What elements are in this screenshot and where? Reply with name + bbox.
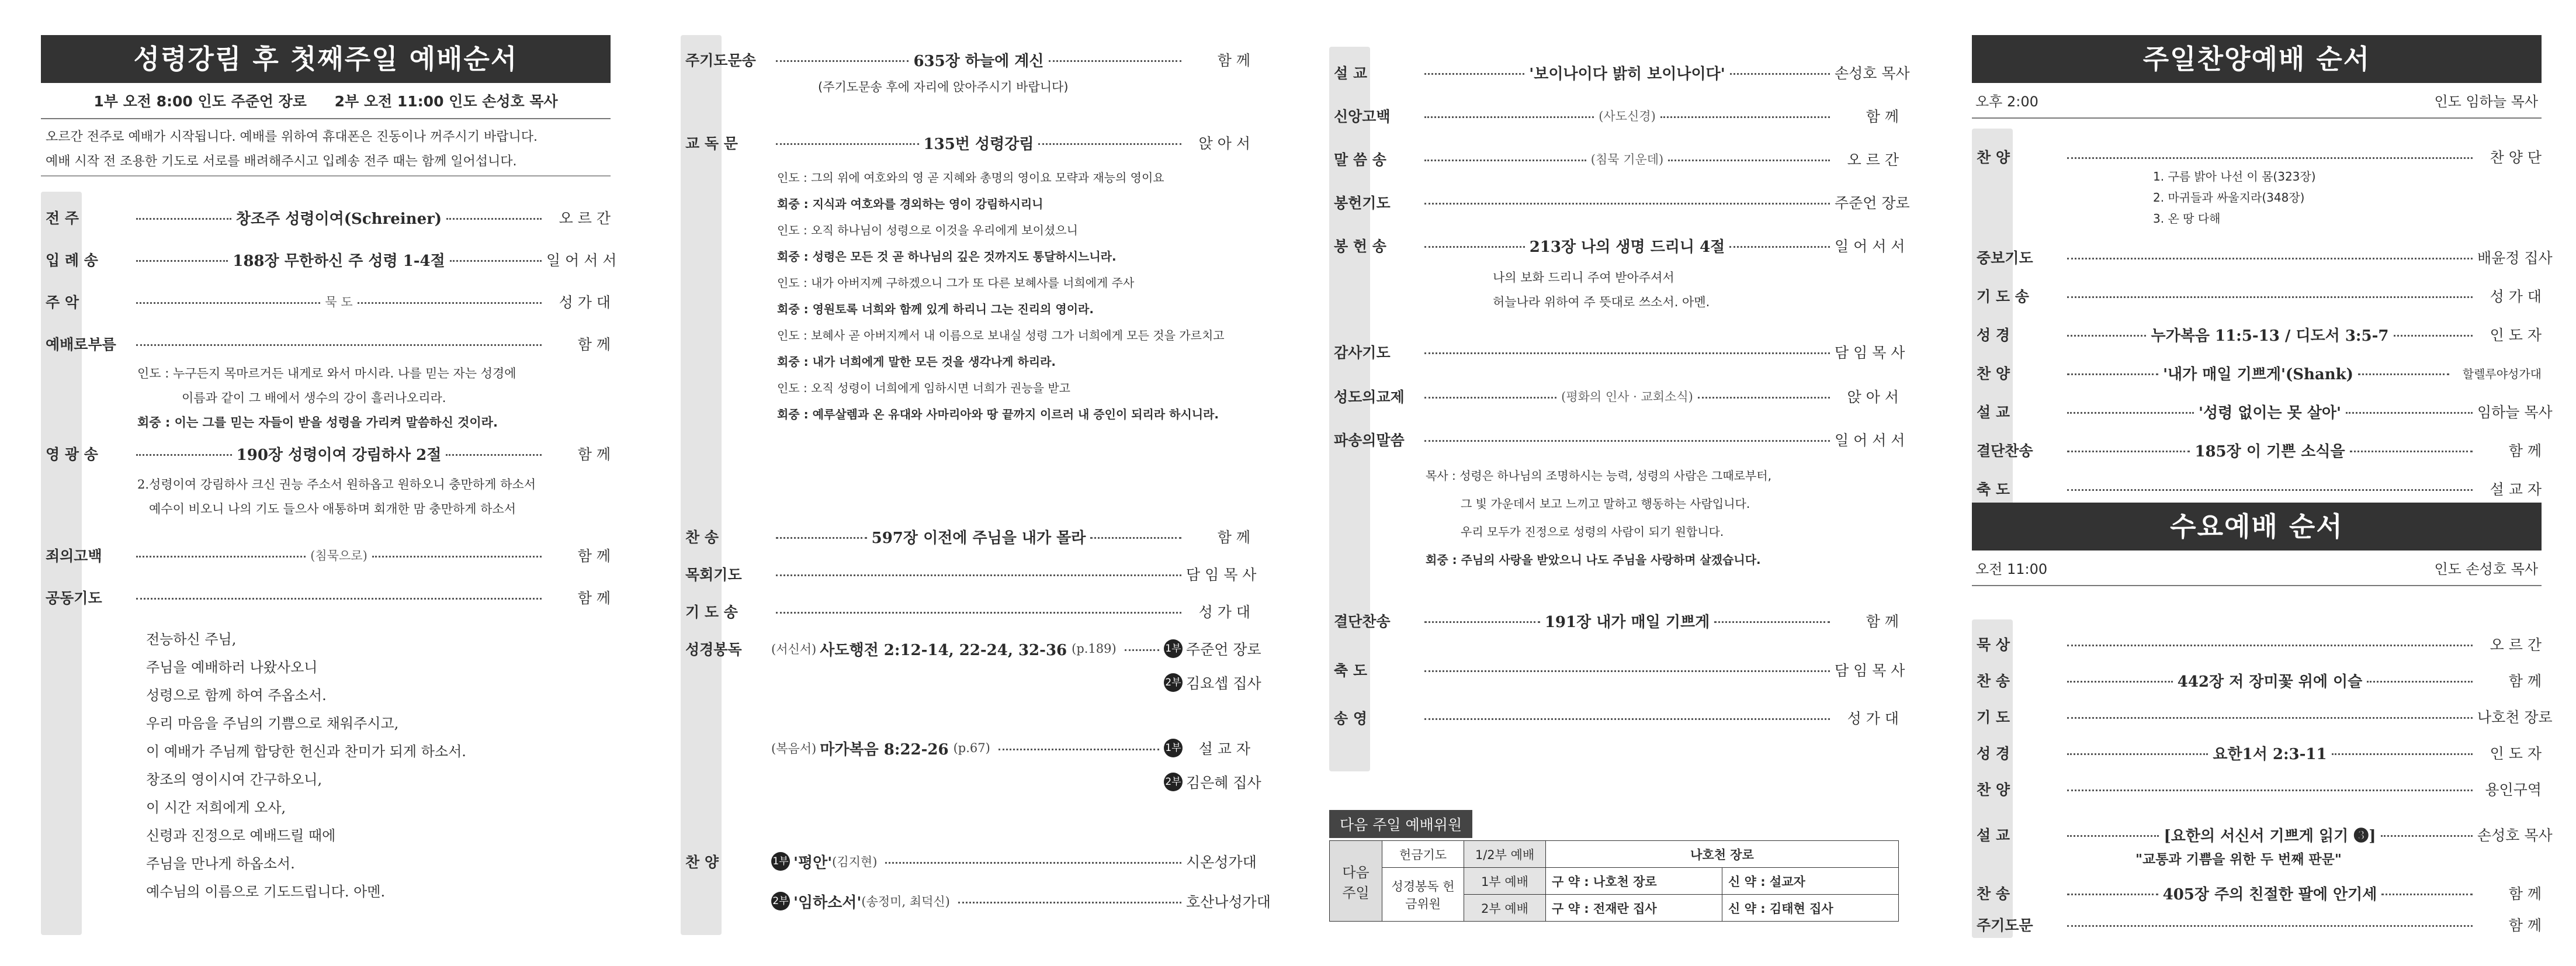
- sunday-praise-time: 오후 2:00: [1975, 94, 2038, 110]
- order-item: [1972, 321, 2542, 347]
- order-leader: 주준언 장로: [1835, 195, 1910, 212]
- order-label: 설 교: [1977, 404, 2010, 421]
- order-text: (평화의 인사 · 교회소식): [1561, 390, 1693, 404]
- order-leader: 나호천 장로: [2477, 709, 2553, 726]
- order-label: 죄의고백: [46, 548, 102, 565]
- service-2-badge: 2부: [1164, 673, 1183, 692]
- order-item: [681, 849, 1257, 874]
- label-strip: [681, 35, 722, 935]
- responsive-reading: 인도 : 그의 위에 여호와의 영 곧 지혜와 총명의 영이요 모략과 재능의 영이요 회중 : 지식과 여호와를 경외하는 영이 강림하시리니 인도 : 오직 하나님이 성령으로 이것을 우리에게 보이셨으니 회중 : 성령은 모든 것 곧 하나님의 깊은 것까지도 통달하시느니라. 인도 : 내가 아버지께 구하겠으니 그가 또 다른 보혜사를 너희에게 주사 회중 : 영원토록 너희와 함께 있게 하리니 그는 진리의 영이라. 인도 : 보혜사 곧 아버지께서 내 이름으로 보내실 성령 그가 너희에게 모든 것을 가르치고 회중 : 내가 너희에게 말한 모든 것을 생각나게 하리라. 인도 : 오직 성령이 너희에게 임하시면 너희가 권능을 받고 회중 : 예루살렘과 온 유대와 사마리아와 땅 끝까지 이르러 내 증인이 되리라 하시니라.: [777, 171, 1225, 421]
- order-leader: 담 임 목 사: [1186, 566, 1257, 583]
- order-label: 찬 송: [1977, 673, 2010, 690]
- duty-cell: 구 약 : 전재란 집사: [1546, 895, 1722, 922]
- call-to-worship-text: 인도 : 누구든지 목마르거든 내게로 와서 마시라. 나를 믿는 자는 성경에 이름과 같이 그 배에서 생수의 강이 흘러나오리라. 회중 : 이는 그를 믿는 자들이 받을 성령을 가리켜 말씀하신 것이라.: [137, 366, 516, 430]
- order-label: 봉 헌 송: [1334, 238, 1386, 255]
- order-text: (침묵으로): [310, 549, 367, 563]
- sermon-subtitle: "교통과 기쁨을 위한 두 번째 판문": [2135, 851, 2342, 867]
- order-label: 성 경: [1977, 745, 2010, 762]
- order-item: [1972, 912, 2542, 937]
- duty-cell: 성경봉독 헌금위원: [1382, 868, 1464, 922]
- order-leader: 설 교 자: [2490, 481, 2542, 498]
- reading-1-book: (서신서): [771, 642, 817, 656]
- reading-2-ref: 마가복음 8:22-26: [820, 740, 949, 759]
- sunday-praise-info: [1972, 83, 2542, 119]
- order-item: [1972, 822, 2553, 847]
- order-text: [요한의 서신서 기쁘게 읽기 ❸]: [2164, 827, 2376, 845]
- order-item: [1972, 437, 2542, 463]
- order-item: [1329, 146, 1899, 172]
- order-leader: 성 가 대: [559, 294, 611, 311]
- order-leader: 담 임 목 사: [1835, 662, 1905, 679]
- order-item: [41, 247, 617, 272]
- order-item: [41, 542, 611, 568]
- service-2-badge: 2부: [771, 892, 790, 910]
- order-text: 635장 하늘에 계신: [913, 52, 1044, 70]
- order-text: 누가복음 11:5-13 / 디도서 3:5-7: [2151, 327, 2389, 345]
- order-leader: 오 르 간: [2490, 636, 2542, 653]
- order-item: [41, 441, 611, 466]
- order-label: 축 도: [1334, 662, 1368, 679]
- order-item: [41, 331, 611, 356]
- order-label: 성 경: [1977, 327, 2010, 344]
- reading-1-reader-2: 김요셉 집사: [1186, 675, 1261, 692]
- next-week-duty-table: [1329, 840, 1899, 922]
- order-label: 설 교: [1334, 65, 1368, 82]
- order-leader: 일 어 서 서: [1835, 432, 1905, 449]
- lords-prayer-note: (주기도문송 후에 자리에 앉아주시기 바랍니다): [818, 80, 1069, 94]
- order-text: 190장 성령이여 강림하사 2절: [236, 446, 442, 464]
- order-label: 중보기도: [1977, 250, 2033, 266]
- order-label: 감사기도: [1334, 344, 1391, 361]
- order-item: [1329, 233, 1905, 258]
- order-label: 찬 송: [685, 529, 719, 546]
- service-2-time: 2부 오전 11:00 인도 손성호 목사: [334, 93, 558, 110]
- order-item: [681, 670, 1261, 695]
- order-item: [1329, 608, 1899, 633]
- order-item: [1329, 705, 1899, 730]
- order-label: 목회기도: [685, 566, 742, 583]
- order-label: 입 례 송: [46, 252, 98, 269]
- order-label: 주 악: [46, 294, 79, 311]
- order-label: 기 도 송: [1977, 288, 2029, 305]
- duty-cell: 구 약 : 나호천 장로: [1546, 868, 1722, 895]
- reading-2-book: (복음서): [771, 742, 817, 756]
- order-item: [681, 561, 1257, 587]
- order-label: 예배로부름: [46, 336, 116, 353]
- order-item: [1329, 189, 1910, 215]
- order-item: [1972, 776, 2542, 802]
- service-order-panel-2: [681, 35, 1271, 947]
- service-times: [41, 83, 611, 119]
- order-leader: 성 가 대: [1847, 710, 1899, 727]
- order-leader: 담 임 목 사: [1835, 344, 1905, 361]
- anthem-1-composer: (김지현): [832, 855, 878, 869]
- service-2-badge: 2부: [1164, 773, 1183, 791]
- order-label: 성도의교제: [1334, 389, 1405, 406]
- reading-2-reader-1: 설 교 자: [1198, 740, 1250, 757]
- note-line-2: 예배 시작 전 조용한 기도로 서로를 배려해주시고 입례송 전주 때는 함께 일어섭니다.: [46, 154, 517, 169]
- order-label: 송 영: [1334, 710, 1368, 727]
- order-label: 교 독 문: [685, 135, 738, 152]
- order-item: [1972, 704, 2553, 729]
- wednesday-service-time: 오전 11:00: [1975, 561, 2048, 577]
- order-item: [41, 205, 611, 230]
- order-label: 찬 양: [1977, 365, 2010, 382]
- sending-words: 목사 : 성령은 하나님의 조명하시는 능력, 성령의 사람은 그때로부터, 그 빛 가운데서 보고 느끼고 말하고 행동하는 사람입니다. 우리 모두가 진정으로 성령의 사람이 되기 원합니다. 회중 : 주님의 사랑을 받았으니 나도 주님을 사랑하며 살겠습니다.: [1426, 469, 1771, 567]
- order-leader: 임하늘 목사: [2477, 404, 2553, 421]
- sunday-praise-title: 주일찬양예배 순서: [1972, 35, 2542, 83]
- order-leader: 함 께: [577, 590, 611, 607]
- order-label: 전 주: [46, 210, 79, 227]
- order-item: [41, 289, 611, 314]
- order-leader: 함 께: [2508, 885, 2542, 902]
- order-item: [681, 47, 1250, 72]
- service-order-panel-3: [1329, 35, 1910, 947]
- order-item: [1329, 103, 1899, 129]
- order-item: [1972, 283, 2542, 309]
- order-item: [681, 636, 1261, 662]
- order-leader: 앉 아 서: [1198, 135, 1250, 152]
- other-services-panel: [1972, 35, 2553, 947]
- sunday-praise-leader: 인도 임하늘 목사: [2434, 94, 2538, 110]
- main-service-title: 성령강림 후 첫째주일 예배순서: [41, 35, 611, 83]
- order-leader: 오 르 간: [1847, 151, 1899, 168]
- reading-2-reader-2: 김은혜 집사: [1186, 774, 1261, 791]
- order-item: [1329, 339, 1905, 365]
- wednesday-service-title: 수요예배 순서: [1972, 503, 2542, 550]
- order-text: 442장 저 장미꽃 위에 이슬: [2177, 673, 2363, 691]
- order-text: 191장 내가 매일 기쁘게: [1544, 613, 1710, 631]
- order-item: [681, 735, 1250, 761]
- order-text: '내가 매일 기쁘게'(Shank): [2163, 365, 2353, 383]
- order-label: 성경봉독: [685, 641, 742, 658]
- gloria-lyrics: 2.성령이여 강림하사 크신 권능 주소서 원하옵고 원하오니 충만하게 하소서 예수이 비오니 나의 기도 들으사 애통하며 회개한 맘 충만하게 하소서: [137, 477, 536, 516]
- order-leader: 오 르 간: [559, 210, 611, 227]
- order-item: [681, 524, 1250, 549]
- worship-note: [41, 119, 611, 176]
- anthem-1-title: '평안': [793, 854, 833, 872]
- order-text: 405장 주의 친절한 팔에 안기세: [2162, 885, 2377, 903]
- order-leader: 찬 양 단: [2490, 149, 2542, 166]
- service-1-badge: 1부: [771, 852, 790, 871]
- service-1-badge: 1부: [1164, 739, 1183, 757]
- order-label: 주기도문송: [685, 52, 756, 69]
- order-item: [1329, 657, 1905, 683]
- order-label: 찬 양: [685, 854, 719, 871]
- order-item: [1972, 740, 2542, 766]
- order-text: 188장 무한하신 주 성령 1-4절: [233, 252, 445, 270]
- duty-cell: 1/2부 예배: [1464, 841, 1546, 868]
- order-leader: 용인구역: [2485, 781, 2542, 798]
- order-leader: 할렐루야성가대: [2462, 366, 2542, 381]
- order-leader: 배윤정 집사: [2477, 250, 2553, 266]
- order-text: (사도신경): [1599, 109, 1656, 123]
- order-leader: 손성호 목사: [2477, 827, 2553, 844]
- order-leader: 일 어 서 서: [1835, 238, 1905, 255]
- order-label: 말 씀 송: [1334, 151, 1386, 168]
- order-item: [681, 130, 1250, 155]
- order-text: 창조주 성령이여(Schreiner): [235, 210, 442, 228]
- order-leader: 함 께: [1217, 52, 1250, 69]
- anthem-2-title: '임하소서': [793, 894, 862, 912]
- order-label: 결단찬송: [1334, 613, 1391, 630]
- reading-2-page: (p.67): [953, 741, 990, 755]
- order-item: [1972, 476, 2542, 501]
- service-1-badge: 1부: [1164, 639, 1183, 658]
- order-text: 185장 이 기쁜 소식을: [2194, 442, 2345, 461]
- order-label: 묵 상: [1977, 636, 2010, 653]
- order-leader: 일 어 서 서: [546, 252, 617, 269]
- order-item: [41, 584, 611, 610]
- order-text: 597장 이전에 주님을 내가 몰라: [871, 529, 1086, 547]
- duty-cell: 2부 예배: [1464, 895, 1546, 922]
- order-leader: 함 께: [1217, 529, 1250, 546]
- wednesday-service-info: [1972, 550, 2542, 586]
- order-text: 요한1서 2:3-11: [2213, 745, 2327, 763]
- order-leader: 함 께: [2508, 442, 2542, 459]
- next-week-duty-title: 다음 주일 예배위원: [1329, 810, 1472, 838]
- order-item: [681, 769, 1261, 795]
- order-label: 찬 양: [1977, 781, 2010, 798]
- duty-side-label: 다음 주일: [1330, 841, 1382, 922]
- anthem-2-choir: 호산나성가대: [1186, 894, 1271, 910]
- reading-1-page: (p.189): [1072, 642, 1117, 656]
- order-label: 찬 양: [1977, 149, 2010, 166]
- order-item: [1972, 399, 2553, 424]
- reading-1-reader-1: 주준언 장로: [1186, 641, 1261, 658]
- wednesday-service-leader: 인도 손성호 목사: [2434, 561, 2538, 577]
- order-item: [1329, 60, 1910, 85]
- duty-cell: 신 약 : 김태현 집사: [1722, 895, 1899, 922]
- order-item: [1972, 244, 2553, 270]
- order-label: 파송의말씀: [1334, 432, 1405, 449]
- order-leader: 성 가 대: [1198, 604, 1250, 621]
- praise-list: 1. 구름 밝아 나선 이 몸(323장) 2. 마귀들과 싸울지라(348장) 3. 온 땅 다해: [2153, 169, 2316, 226]
- order-label: 축 도: [1977, 481, 2010, 498]
- offering-lyrics: 나의 보화 드리니 주여 받아주셔서 허늘나라 위하여 주 뜻대로 쓰소서. 아멘.: [1493, 271, 1710, 309]
- order-item: [1329, 427, 1905, 452]
- duty-cell: 1부 예배: [1464, 868, 1546, 895]
- reading-1-ref: 사도행전 2:12-14, 22-24, 32-36: [820, 641, 1067, 659]
- order-label: 봉헌기도: [1334, 195, 1391, 212]
- order-text: 213장 나의 생명 드리니 4절: [1529, 238, 1725, 256]
- order-label: 기 도: [1977, 709, 2010, 726]
- common-prayer: 전능하신 주님, 주님을 예배하러 나왔사오니 성령으로 함께 하여 주옵소서. 우리 마음을 주님의 기쁨으로 채워주시고, 이 예배가 주님께 합당한 헌신과 찬미가 되게 하소서. 창조의 영이시여 간구하오니, 이 시간 저희에게 오사, 신령과 진정으로 예배드릴 때에 주님을 만나게 하옵소서. 예수님의 이름으로 기도드립니다. 아멘.: [146, 631, 466, 900]
- order-leader: 함 께: [577, 446, 611, 463]
- order-label: 기 도 송: [685, 604, 738, 621]
- order-label: 결단찬송: [1977, 442, 2033, 459]
- order-label: 신앙고백: [1334, 108, 1391, 125]
- anthem-2-composer: (송정미, 최덕신): [861, 895, 950, 909]
- duty-cell: 헌금기도: [1382, 841, 1464, 868]
- order-leader: 앉 아 서: [1847, 389, 1899, 406]
- order-text: (침묵 기운데): [1590, 153, 1664, 167]
- order-leader: 인 도 자: [2490, 745, 2542, 762]
- order-leader: 함 께: [577, 336, 611, 353]
- order-text: '성령 없이는 못 살아': [2199, 404, 2342, 422]
- duty-cell: 신 약 : 설교자: [1722, 868, 1899, 895]
- order-item: [1972, 631, 2542, 657]
- order-label: 찬 송: [1977, 885, 2010, 902]
- service-1-time: 1부 오전 8:00 인도 주준언 장로: [93, 93, 307, 110]
- note-line-1: 오르간 전주로 예배가 시작됩니다. 예배를 위하여 휴대폰은 진동이나 꺼주시기 바랍니다.: [46, 130, 538, 144]
- order-label: 공동기도: [46, 590, 102, 607]
- order-leader: 함 께: [1866, 108, 1899, 125]
- order-label: 영 광 송: [46, 446, 98, 463]
- order-leader: 함 께: [1866, 613, 1899, 630]
- anthem-1-choir: 시온성가대: [1186, 854, 1257, 871]
- order-text: 135번 성령강림: [923, 135, 1034, 153]
- order-leader: 함 께: [577, 548, 611, 565]
- order-leader: 손성호 목사: [1835, 65, 1910, 82]
- order-label: 주기도문: [1977, 917, 2033, 934]
- order-item: [1972, 360, 2542, 386]
- order-leader: 인 도 자: [2490, 327, 2542, 344]
- order-item: [1972, 667, 2542, 693]
- duty-cell: 나호천 장로: [1546, 841, 1899, 868]
- order-item: [681, 888, 1271, 914]
- order-text: 묵 도: [325, 295, 353, 309]
- order-item: [1972, 880, 2542, 906]
- order-leader: 함 께: [2508, 673, 2542, 690]
- order-leader: 함 께: [2508, 917, 2542, 934]
- order-item: [1329, 383, 1899, 409]
- order-leader: 성 가 대: [2490, 288, 2542, 305]
- main-service-panel: [41, 35, 617, 947]
- order-text: '보이나이다 밝히 보이나이다': [1529, 65, 1725, 83]
- order-item: [681, 598, 1250, 624]
- order-label: 설 교: [1977, 827, 2010, 844]
